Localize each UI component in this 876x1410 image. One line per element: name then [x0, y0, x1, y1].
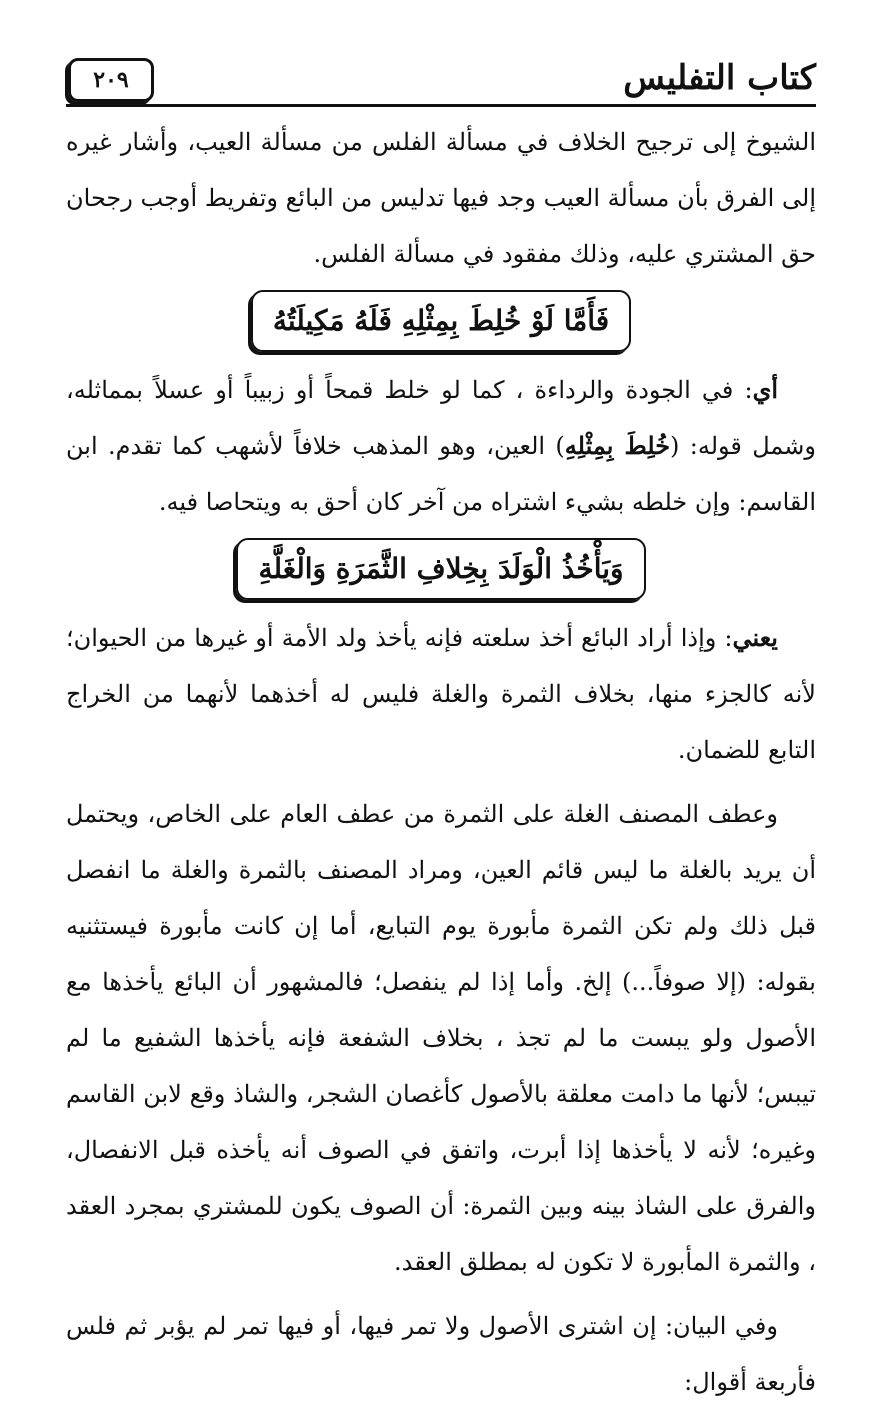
header-rule [66, 104, 816, 107]
page-number: ٢٠٩ [68, 58, 154, 102]
matn-box-2-wrap [66, 538, 816, 600]
lead-word: أي [752, 375, 779, 404]
matn-box-1: فَأَمَّا لَوْ خُلِطَ بِمِثْلِهِ فَلَهُ مَكِيلَتُهُ [251, 290, 631, 352]
quoted-matn: خُلِطَ بِمِثْلِهِ [564, 431, 671, 460]
paragraph-3 [66, 610, 816, 778]
matn-box-2: وَيَأْخُذُ الْوَلَدَ بِخِلافِ الثَّمَرَةِ وَالْغَلَّةِ [236, 538, 645, 600]
paragraph-2-text-a: : في الجودة والرداءة ، كما لو خلط قمحاً أو زبيباً أو عسلاً بمماثله، وشمل قوله: ( [66, 376, 816, 460]
page-body [66, 114, 816, 1410]
paragraph-2-text-b: ) العين، وهو المذهب خلافاً لأشهب كما تقدم. ابن القاسم: وإن خلطه بشيء اشتراه من آخر كان أحق به ويتحاصا فيه. [66, 432, 816, 516]
matn-box-1-wrap [66, 290, 816, 352]
paragraph-5: وفي البيان: إن اشترى الأصول ولا تمر فيها، أو فيها تمر لم يؤبر ثم فلس فأربعة أقوال: [66, 1312, 816, 1396]
paragraph-3-text: : وإذا أراد البائع أخذ سلعته فإنه يأخذ ولد الأمة أو غيرها من الحيوان؛ لأنه كالجزء منها، بخلاف الثمرة والغلة فليس له أخذهما لأنهما من الخراج التابع للضمان. [66, 624, 816, 764]
paragraph-4: وعطف المصنف الغلة على الثمرة من عطف العام على الخاص، ويحتمل أن يريد بالغلة ما ليس قائم العين، ومراد المصنف بالثمرة والغلة ما انفصل قبل ذلك ولم تكن الثمرة مأبورة يوم التبايع، أما إن كانت مأبورة فيستثنيه بقوله: (إلا صوفاً...) إلخ. وأما إذا لم ينفصل؛ فالمشهور أن البائع يأخذها مع الأصول ولو يبست ما لم تجذ ، بخلاف الشفعة فإنه يأخذها الشفيع ما لم تيبس؛ لأنها ما دامت معلقة بالأصول كأغصان الشجر، والشاذ وقع لابن القاسم وغيره؛ لأنه لا يأخذها إذا أبرت، واتفق في الصوف أنه يأخذه قبل الانفصال، والفرق على الشاذ بينه وبين الثمرة: أن الصوف يكون للمشتري بمجرد العقد ، والثمرة المأبورة لا تكون له بمطلق العقد. [66, 800, 816, 1276]
lead-word: يعني [732, 623, 778, 652]
paragraph-2 [66, 362, 816, 530]
paragraph-1: الشيوخ إلى ترجيح الخلاف في مسألة الفلس من مسألة العيب، وأشار غيره إلى الفرق بأن مسألة العيب وجد فيها تدليس من البائع وتفريط أوجب رجحان حق المشتري عليه، وذلك مفقود في مسألة الفلس. [66, 128, 816, 268]
page-header [66, 56, 816, 104]
chapter-title: كتاب التفليس [623, 58, 816, 98]
